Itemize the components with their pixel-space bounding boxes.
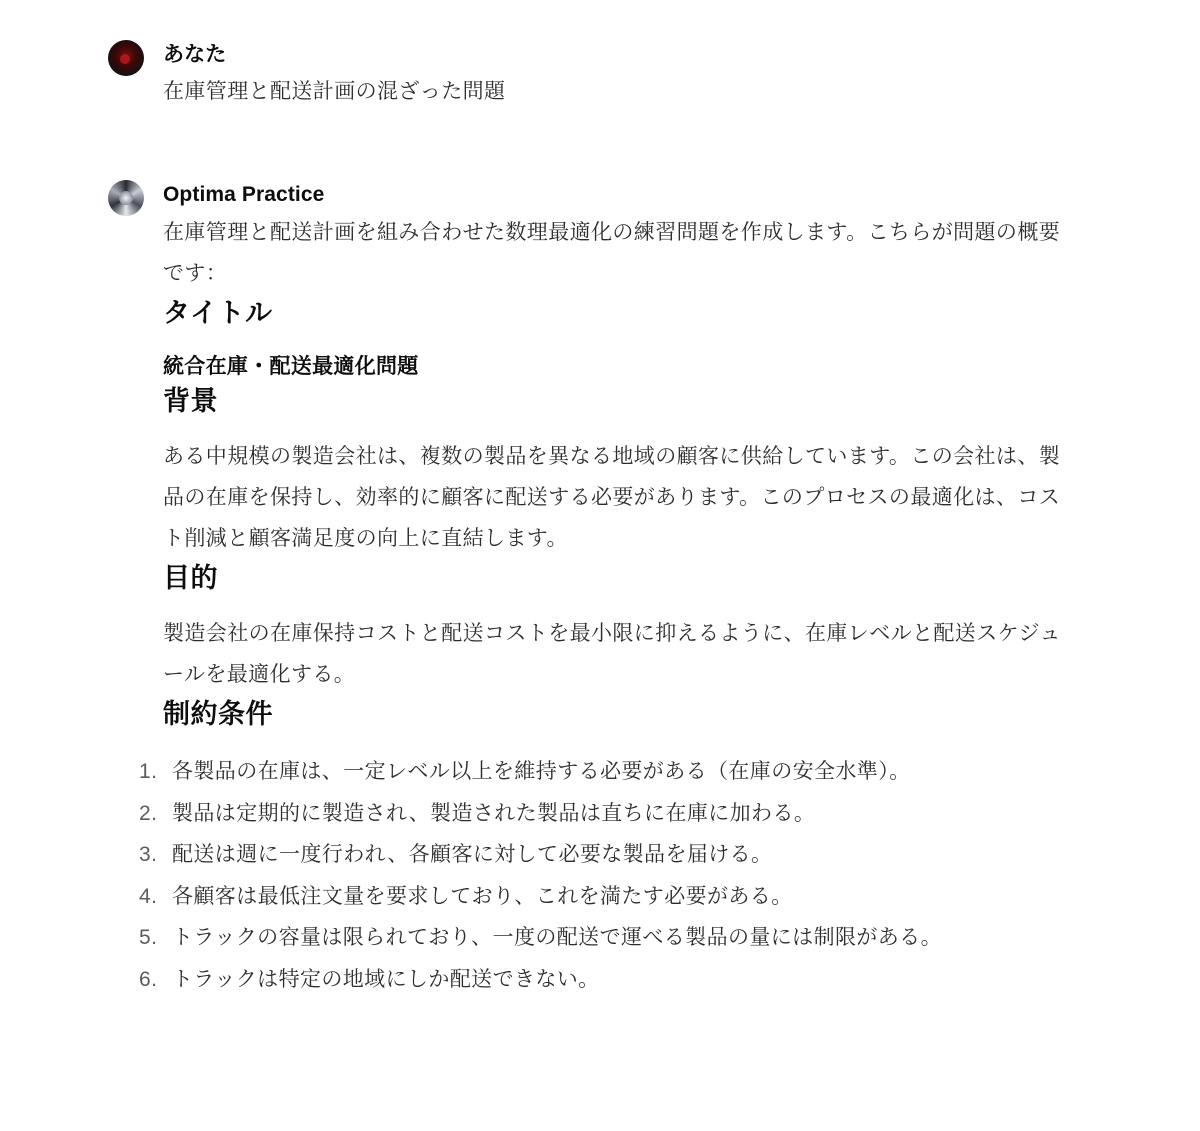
constraint-item <box>139 751 1068 793</box>
section-heading-constraints: 制約条件 <box>163 699 273 730</box>
constraints-list <box>139 751 1068 1000</box>
assistant-avatar[interactable] <box>108 180 144 216</box>
constraint-text: 製品は定期的に製造され、製造された製品は直ちに在庫に加わる。 <box>172 800 816 825</box>
user-message-body <box>163 38 1068 110</box>
assistant-message-body <box>139 178 1068 1000</box>
assistant-author-name: Optima Practice <box>163 183 325 206</box>
list-number: 2. <box>139 801 158 825</box>
constraint-item <box>139 917 1068 959</box>
list-number: 5. <box>139 926 158 949</box>
section-heading-title: タイトル <box>163 298 273 329</box>
constraint-item <box>139 793 1068 835</box>
list-number: 3. <box>139 843 158 866</box>
assistant-message-content <box>139 212 1068 1000</box>
constraint-text: トラックの容量は限られており、一度の配送で運べる製品の量には制限がある。 <box>172 925 942 949</box>
user-author-name: あなた <box>163 43 227 66</box>
constraint-text: 配送は週に一度行われ、各顧客に対して必要な製品を届ける。 <box>172 842 773 866</box>
background-text: ある中規模の製造会社は、複数の製品を異なる地域の顧客に供給しています。この会社は、製品の在庫を保持し、効率的に顧客に配送する必要があります。このプロセスの最適化は、コスト削減と顧客満足度の向上に直結します。 <box>163 444 1061 550</box>
user-message-text: 在庫管理と配送計画の混ざった問題 <box>163 79 506 103</box>
constraint-item <box>139 834 1068 876</box>
constraint-text: 各顧客は最低注文量を要求しており、これを満たす必要がある。 <box>172 883 793 908</box>
objective-text: 製造会社の在庫保持コストと配送コストを最小限に抑えるように、在庫レベルと配送スケジュールを最適化する。 <box>163 621 1061 686</box>
assistant-message <box>108 178 1068 1000</box>
list-number: 1. <box>139 760 158 783</box>
constraint-text: 各製品の在庫は、一定レベル以上を維持する必要がある（在庫の安全水準）。 <box>172 759 911 783</box>
assistant-intro-text: 在庫管理と配送計画を組み合わせた数理最適化の練習問題を作成します。こちらが問題の概要です： <box>163 220 1061 285</box>
constraint-text: トラックは特定の地域にしか配送できない。 <box>172 966 600 991</box>
section-heading-objective: 目的 <box>163 563 218 594</box>
constraint-item <box>139 959 1068 1001</box>
problem-title: 統合在庫・配送最適化問題 <box>163 354 419 378</box>
list-number: 6. <box>139 967 158 991</box>
section-heading-background: 背景 <box>163 386 218 417</box>
list-number: 4. <box>139 884 158 908</box>
constraint-item <box>139 876 1068 918</box>
user-avatar[interactable] <box>108 40 144 76</box>
user-message <box>108 38 1068 110</box>
